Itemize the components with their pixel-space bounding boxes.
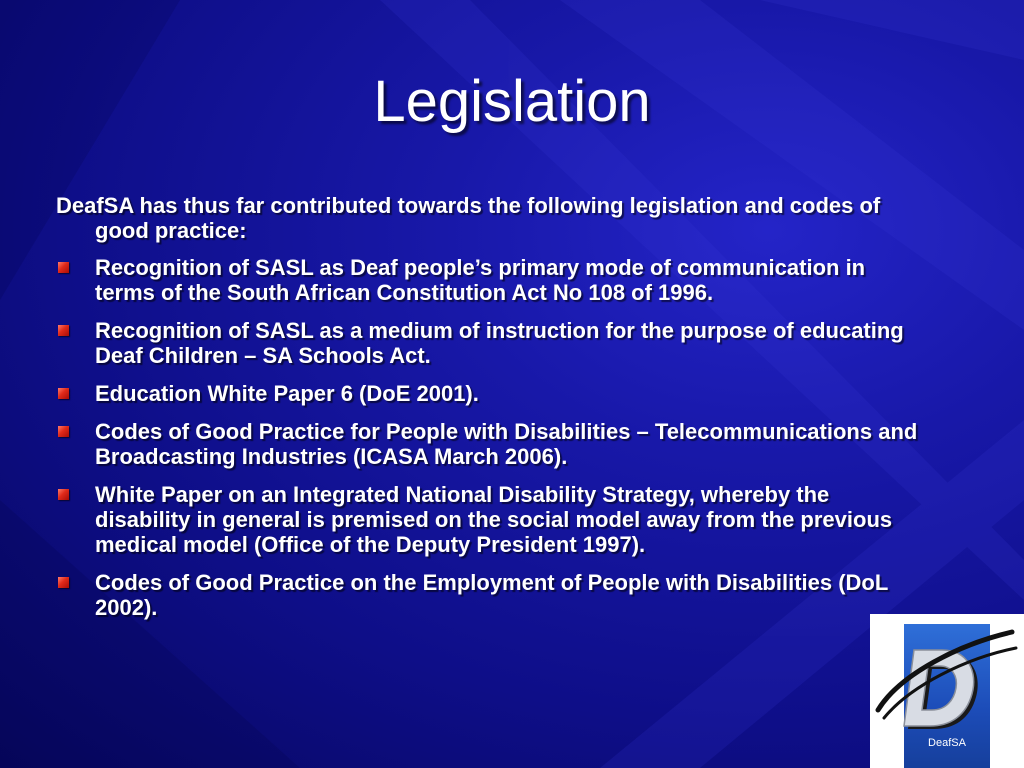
list-item-text: Education White Paper 6 (DoE 2001). [95, 381, 479, 406]
list-item-text: White Paper on an Integrated National Disability Strategy, whereby the disability in general is premised on the social model away from the previous medical model (Office of the Deputy President 1997). [95, 482, 893, 557]
list-item-text: Recognition of SASL as a medium of instruction for the purpose of educating Deaf Children – SA Schools Act. [95, 318, 904, 368]
deafsa-logo [870, 614, 1024, 768]
logo-wordmark: DeafSA [928, 737, 966, 749]
list-item-text: Recognition of SASL as Deaf people’s primary mode of communication in terms of the South African Constitution Act No 108 of 1996. [95, 255, 866, 305]
bullet-square-icon [58, 489, 69, 500]
slide-title: Legislation [373, 69, 651, 134]
list-item [56, 570, 926, 620]
bullet-square-icon [58, 426, 69, 437]
slide-body [56, 193, 926, 633]
list-item [56, 482, 926, 557]
legislation-list [56, 255, 926, 620]
list-item-text: Codes of Good Practice on the Employment of People with Disabilities (DoL 2002). [95, 570, 888, 620]
list-item [56, 255, 926, 305]
bullet-square-icon [58, 325, 69, 336]
list-item [56, 419, 926, 469]
bullet-square-icon [58, 577, 69, 588]
list-item-text: Codes of Good Practice for People with Disabilities – Telecommunications and Broadcasting Industries (ICASA March 2006). [95, 419, 918, 469]
intro-paragraph: DeafSA has thus far contributed towards the following legislation and codes of good practice: [56, 193, 881, 243]
list-item [56, 318, 926, 368]
list-item [56, 381, 926, 406]
bullet-square-icon [58, 262, 69, 273]
bullet-square-icon [58, 388, 69, 399]
